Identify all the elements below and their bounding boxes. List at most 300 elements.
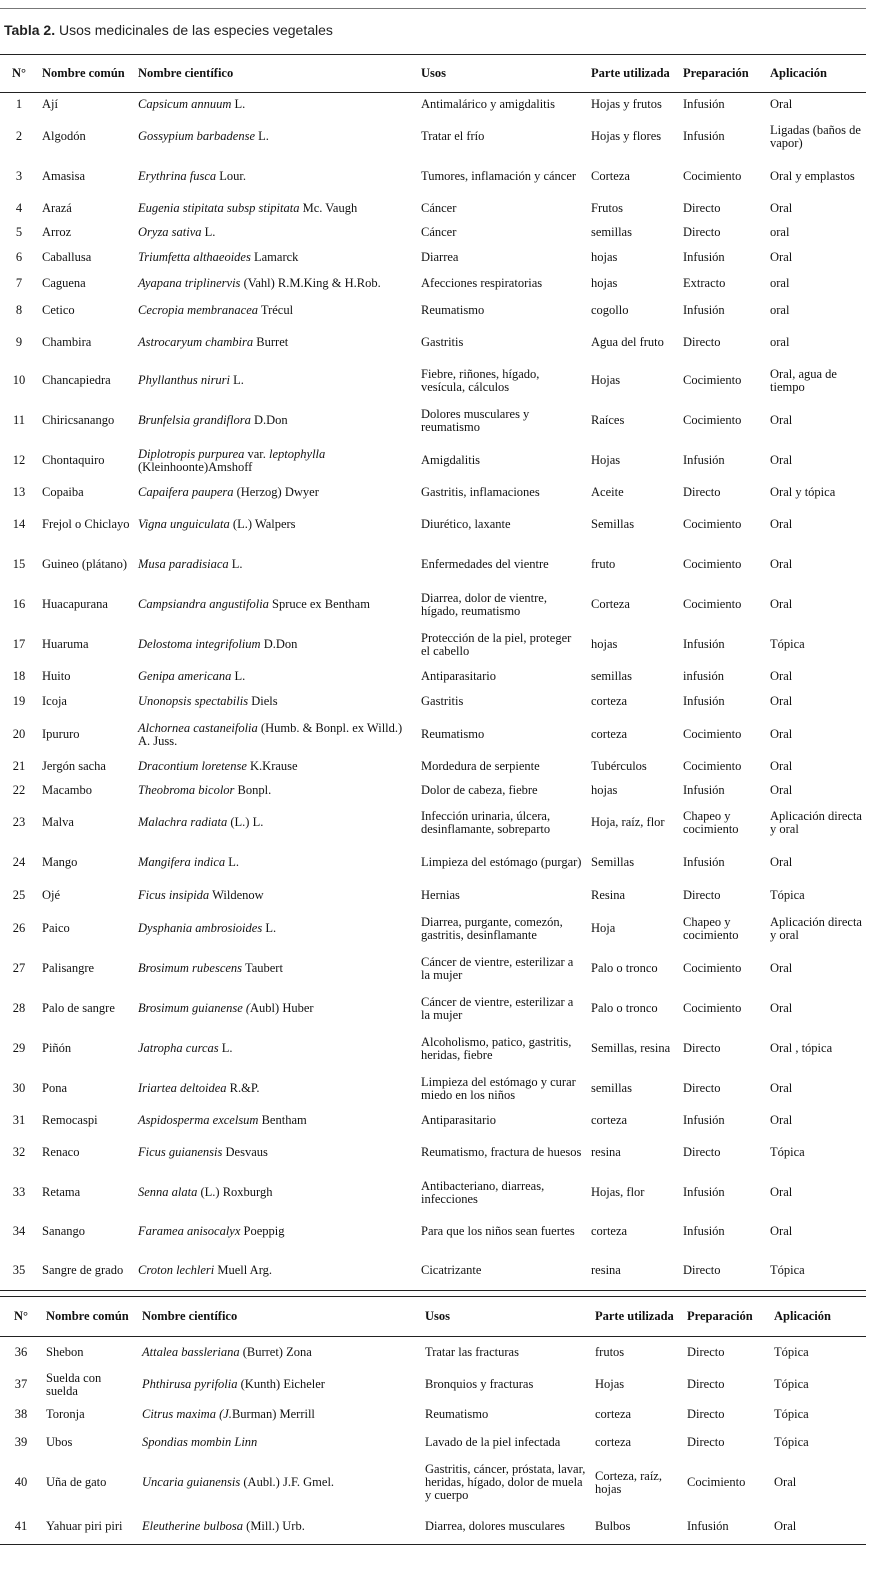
uses: Diurético, laxante [421, 517, 511, 531]
application: Oral [770, 201, 793, 215]
uses: Bronquios y fracturas [425, 1377, 534, 1391]
part-used: Hojas, flor [591, 1185, 645, 1199]
row-number: 5 [15, 225, 23, 239]
top-rule [0, 8, 866, 9]
header-application: Aplicación [770, 66, 827, 80]
scientific-name [134, 1109, 417, 1133]
uses: Diarrea, dolor de vientre, hígado, reumatismo [421, 590, 547, 618]
row-number: 4 [15, 201, 23, 215]
common-name: Ojé [42, 888, 61, 902]
common-name: Jergón sacha [42, 759, 106, 773]
preparation: Infusión [683, 694, 725, 708]
row-number: 32 [12, 1145, 26, 1159]
part-used: Corteza, raíz, hojas [595, 1468, 662, 1496]
preparation: Directo [683, 1145, 721, 1159]
header-application: Aplicación [774, 1309, 831, 1323]
scientific-name [134, 585, 417, 625]
uses: Infección urinaria, úlcera, desinflamante, sobreparto [421, 808, 551, 836]
common-name: Palisangre [42, 961, 95, 975]
table-row [0, 1029, 866, 1069]
header-uses: Usos [421, 66, 447, 80]
application: Oral [770, 1113, 793, 1127]
scientific-name-author: Wildenow [209, 888, 264, 902]
scientific-name-author: D.Don [250, 413, 288, 427]
scientific-name-italic: Theobroma bicolor [138, 783, 235, 797]
preparation: Chapeo y cocimiento [683, 914, 739, 942]
common-name: Huaruma [42, 637, 89, 651]
part-used: corteza [591, 694, 628, 708]
preparation: Infusión [683, 1185, 725, 1199]
table-row [0, 883, 866, 909]
application: Oral [770, 1081, 793, 1095]
species-table-part-1 [0, 54, 866, 1291]
scientific-name-author: Desvaus [222, 1145, 268, 1159]
uses: Tumores, inflamación y cáncer [421, 169, 577, 183]
scientific-name [134, 625, 417, 665]
common-name: Toronja [46, 1407, 85, 1421]
preparation: Infusión [683, 303, 725, 317]
uses: Tratar el frío [421, 129, 485, 143]
scientific-name-author: Bentham [258, 1113, 307, 1127]
header-preparation: Preparación [683, 66, 749, 80]
application: Oral [770, 517, 793, 531]
table-row [0, 361, 866, 401]
scientific-name-italic: Aspidosperma excelsum [138, 1113, 259, 1127]
uses: Antimalárico y amigdalitis [421, 97, 555, 112]
uses: Cáncer de vientre, esterilizar a la mujer [421, 994, 574, 1022]
part-used: Bulbos [595, 1518, 631, 1533]
row-number: 37 [14, 1377, 28, 1391]
scientific-name [134, 117, 417, 157]
table-row [0, 93, 866, 117]
common-name: Cetico [42, 303, 75, 317]
common-name: Palo de sangre [42, 1001, 115, 1015]
scientific-name-author: Muell Arg. [214, 1262, 273, 1277]
application: Oral [770, 669, 793, 683]
part-used: Corteza [591, 597, 630, 611]
scientific-name [134, 271, 417, 297]
scientific-name-author-2: (Kleinhoonte)Amshoff [138, 459, 253, 474]
row-number: 36 [14, 1345, 28, 1360]
application: Tópica [774, 1377, 809, 1391]
scientific-name-italic: Delostoma integrifolium [138, 637, 261, 651]
preparation: Cocimiento [683, 1001, 742, 1015]
scientific-name-italic: Phthirusa pyrifolia [142, 1377, 238, 1391]
part-used: corteza [591, 1224, 628, 1238]
scientific-name-author: (Mill.) Urb. [243, 1518, 305, 1533]
scientific-name-author: L. [230, 373, 244, 387]
scientific-name-italic: Jatropha curcas [138, 1041, 219, 1055]
application: Oral y tópica [770, 485, 836, 499]
uses: Gastritis, cáncer, próstata, lavar, heridas, hígado, dolor de muela y cuerpo [425, 1462, 586, 1502]
header-preparation: Preparación [687, 1309, 753, 1323]
row-number: 12 [12, 453, 26, 467]
scientific-name-author: Mc. Vaugh [299, 201, 358, 215]
preparation: Extracto [683, 276, 726, 290]
row-number: 9 [15, 335, 23, 349]
application: Tópica [770, 637, 805, 651]
table-row [0, 1369, 866, 1401]
application: Oral [770, 855, 793, 869]
scientific-name-italic: Vigna unguiculata [138, 517, 230, 531]
header-num: N° [11, 66, 27, 80]
uses: Gastritis [421, 335, 464, 349]
scientific-name [134, 1069, 417, 1109]
common-name: Chambira [42, 335, 92, 349]
preparation: Directo [683, 335, 721, 349]
table-row [0, 715, 866, 755]
table-row [0, 117, 866, 157]
preparation: Cocimiento [683, 961, 742, 975]
scientific-name-italic: Capaifera paupera [138, 485, 234, 499]
table-row [0, 197, 866, 221]
row-number: 38 [14, 1407, 28, 1421]
table-row [0, 1509, 866, 1545]
application: Oral [770, 759, 793, 773]
preparation: Infusión [683, 783, 725, 797]
table-row [0, 245, 866, 271]
row-number: 39 [14, 1435, 28, 1449]
row-number: 8 [15, 303, 23, 317]
preparation: Directo [683, 1081, 721, 1095]
table-row [0, 1173, 866, 1213]
uses: Limpieza del estómago y curar miedo en los niños [421, 1074, 576, 1102]
application: oral [770, 225, 790, 239]
uses: Enfermedades del vientre [421, 557, 549, 571]
scientific-name-italic-2: leptophylla [269, 446, 326, 461]
table-row [0, 665, 866, 689]
table-row [0, 949, 866, 989]
common-name: Icoja [42, 694, 67, 708]
part-used: Semillas, resina [591, 1041, 671, 1055]
scientific-name-italic: Dracontium loretense [138, 759, 247, 773]
table-row [0, 401, 866, 441]
scientific-name-italic: Ayapana triplinervis [138, 276, 241, 290]
scientific-name-italic: Dysphania ambrosioides [138, 921, 263, 935]
common-name: Amasisa [42, 169, 86, 183]
part-used: fruto [591, 557, 616, 571]
part-used: resina [591, 1145, 621, 1159]
scientific-name-italic: Brosimum guianense ( [138, 1001, 251, 1015]
common-name: Malva [42, 815, 74, 829]
application: Oral [770, 783, 793, 797]
uses: Diarrea, dolores musculares [425, 1518, 565, 1533]
row-number: 33 [12, 1185, 26, 1199]
scientific-name-italic: Unonopsis spectabilis [138, 694, 249, 708]
scientific-name [138, 1509, 421, 1545]
row-number: 35 [12, 1262, 26, 1277]
uses: Fiebre, riñones, hígado, vesícula, cálculos [421, 366, 540, 394]
part-used: corteza [591, 1113, 628, 1127]
scientific-name-author: R.&P. [226, 1081, 260, 1095]
table-row [0, 989, 866, 1029]
part-used: corteza [591, 727, 628, 741]
preparation: Cocimiento [683, 557, 742, 571]
part-used: Hoja [591, 921, 616, 935]
scientific-name-author: D.Don [260, 637, 298, 651]
uses: Antiparasitario [421, 669, 496, 683]
scientific-name [134, 1173, 417, 1213]
application: Oral [770, 250, 793, 264]
header-uses: Usos [425, 1309, 451, 1323]
uses: Cáncer [421, 225, 457, 239]
scientific-name-italic: Eleutherine bulbosa [142, 1518, 244, 1533]
scientific-name-italic: Mangifera indica [138, 855, 226, 869]
row-number: 22 [12, 783, 26, 797]
preparation: infusión [683, 669, 724, 683]
scientific-name-italic: Gossypium barbadense [138, 129, 256, 143]
uses: Diarrea, purgante, comezón, gastritis, desinflamante [421, 914, 563, 942]
preparation: Infusión [683, 1224, 725, 1238]
scientific-name-author: Aubl) Huber [250, 1001, 314, 1015]
scientific-name [134, 157, 417, 197]
row-number: 31 [12, 1113, 26, 1127]
uses: Reumatismo [421, 727, 485, 741]
scientific-name [134, 665, 417, 689]
scientific-name-author: Burret [253, 335, 289, 349]
caption-label: Tabla 2. [4, 22, 56, 38]
table-row [0, 585, 866, 625]
preparation: Infusión [683, 1113, 725, 1127]
table-row [0, 1429, 866, 1457]
scientific-name [134, 325, 417, 361]
table-row [0, 157, 866, 197]
common-name: Ají [42, 97, 58, 112]
common-name: Uña de gato [46, 1475, 107, 1489]
common-name: Guineo (plátano) [42, 557, 128, 571]
scientific-name [134, 221, 417, 245]
common-name: Chancapiedra [42, 373, 111, 387]
header-common-name: Nombre común [42, 66, 125, 80]
scientific-name-author: (Herzog) Dwyer [233, 485, 319, 499]
application: Oral [770, 413, 793, 427]
row-number: 16 [12, 597, 26, 611]
common-name: Renaco [42, 1145, 80, 1159]
header-row [0, 1297, 866, 1337]
common-name: Suelda con suelda [46, 1370, 102, 1398]
common-name: Paico [42, 921, 70, 935]
part-used: Hojas [595, 1377, 625, 1391]
application: Aplicación directa y oral [770, 914, 862, 942]
scientific-name-italic: Oryza sativa [138, 225, 202, 239]
row-number: 11 [12, 413, 26, 427]
scientific-name-italic: Astrocaryum chambira [138, 335, 254, 349]
scientific-name-italic: Uncaria guianensis [142, 1475, 241, 1489]
preparation: Directo [683, 225, 721, 239]
table-row [0, 1251, 866, 1291]
preparation: Infusión [683, 129, 725, 143]
scientific-name-author: L. [262, 921, 277, 935]
application: Oral [770, 453, 793, 467]
scientific-name [134, 949, 417, 989]
preparation: Directo [687, 1377, 725, 1391]
table-row [0, 221, 866, 245]
preparation: Cocimiento [683, 727, 742, 741]
uses: Mordedura de serpiente [421, 759, 540, 773]
header-scientific-name: Nombre científico [142, 1309, 238, 1323]
uses: Lavado de la piel infectada [425, 1435, 561, 1449]
row-number: 13 [12, 485, 26, 499]
table-row [0, 1401, 866, 1429]
scientific-name-author: (Burret) Zona [239, 1345, 312, 1360]
application: Oral [774, 1475, 797, 1489]
preparation: Infusión [683, 453, 725, 467]
part-used: resina [591, 1262, 621, 1277]
uses: Antiparasitario [421, 1113, 496, 1127]
scientific-name [134, 545, 417, 585]
table-row [0, 481, 866, 505]
scientific-name-italic: Capsicum annuum [138, 97, 232, 112]
table-row [0, 325, 866, 361]
common-name: Pona [42, 1081, 67, 1095]
scientific-name-italic: Spondias mombin Linn [142, 1435, 258, 1449]
scientific-name-italic: Erythrina fusca [138, 169, 217, 183]
uses: Protección de la piel, proteger el cabello [421, 630, 572, 658]
common-name: Frejol o Chiclayo [42, 517, 130, 531]
scientific-name-author: L. [231, 97, 246, 112]
common-name: Yahuar piri piri [46, 1518, 123, 1533]
row-number: 18 [12, 669, 26, 683]
scientific-name [134, 197, 417, 221]
scientific-name [134, 481, 417, 505]
part-used: semillas [591, 225, 632, 239]
scientific-name-italic: Brosimum rubescens [138, 961, 243, 975]
scientific-name-italic: Cecropia membranacea [138, 303, 258, 317]
scientific-name-italic: Musa paradisiaca [138, 557, 229, 571]
part-used: Hojas y flores [591, 129, 662, 143]
preparation: Cocimiento [687, 1475, 746, 1489]
part-used: hojas [591, 250, 618, 264]
application: Oral [770, 694, 793, 708]
row-number: 30 [12, 1081, 26, 1095]
table-row [0, 271, 866, 297]
table-row [0, 545, 866, 585]
application: oral [770, 276, 790, 290]
header-common-name: Nombre común [46, 1309, 129, 1323]
uses: Gastritis [421, 694, 464, 708]
application: Oral [770, 1185, 793, 1199]
common-name: Sangre de grado [42, 1262, 124, 1277]
scientific-name [134, 989, 417, 1029]
uses: Cáncer [421, 201, 457, 215]
preparation: Cocimiento [683, 169, 742, 183]
part-used: Palo o tronco [591, 961, 658, 975]
scientific-name-italic: Diplotropis purpurea [138, 446, 245, 461]
scientific-name-author: Taubert [242, 961, 283, 975]
row-number: 3 [15, 169, 23, 183]
application: Aplicación directa y oral [770, 808, 862, 836]
preparation: Infusión [687, 1518, 729, 1533]
header-part-used: Parte utilizada [595, 1309, 674, 1323]
preparation: Directo [687, 1407, 725, 1421]
uses: Gastritis, inflamaciones [421, 485, 540, 499]
uses: Diarrea [421, 250, 459, 264]
table-row [0, 297, 866, 325]
scientific-name-italic: Campsiandra angustifolia [138, 597, 269, 611]
scientific-name [134, 1251, 417, 1291]
scientific-name [134, 1029, 417, 1069]
scientific-name [138, 1457, 421, 1509]
part-used: hojas [591, 637, 618, 651]
part-used: Resina [591, 888, 626, 902]
scientific-name-italic: Phyllanthus niruri [138, 373, 231, 387]
uses: Dolores musculares y reumatismo [421, 406, 530, 434]
application: Oral, agua de tiempo [770, 366, 837, 394]
scientific-name-italic: Ficus guianensis [138, 1145, 223, 1159]
common-name: Chiricsanango [42, 413, 115, 427]
preparation: Directo [683, 1041, 721, 1055]
uses: Hernias [421, 888, 460, 902]
application: Oral [774, 1518, 797, 1533]
scientific-name [138, 1401, 421, 1429]
part-used: Frutos [591, 201, 623, 215]
scientific-name [138, 1337, 421, 1369]
uses: Dolor de cabeza, fiebre [421, 783, 538, 797]
table-row [0, 909, 866, 949]
scientific-name-italic: Triumfetta althaeoides [138, 250, 251, 264]
application: Tópica [770, 1145, 805, 1159]
application: Oral [770, 557, 793, 571]
common-name: Sanango [42, 1224, 86, 1238]
scientific-name-italic: Attalea bassleriana [142, 1345, 240, 1360]
table-row [0, 779, 866, 803]
scientific-name-author: (L.) L. [227, 815, 264, 829]
application: Oral [770, 961, 793, 975]
scientific-name-author: L. [231, 669, 246, 683]
header-part-used: Parte utilizada [591, 66, 670, 80]
application: Oral y emplastos [770, 169, 855, 183]
row-number: 27 [12, 961, 26, 975]
scientific-name-italic: Brunfelsia grandiflora [138, 413, 251, 427]
scientific-name [134, 779, 417, 803]
scientific-name-author: Lour. [216, 169, 246, 183]
table-row [0, 803, 866, 843]
preparation: Cocimiento [683, 517, 742, 531]
scientific-name-author: (L.) Walpers [229, 517, 296, 531]
part-used: corteza [595, 1435, 632, 1449]
preparation: Infusión [683, 250, 725, 264]
part-used: Hojas y frutos [591, 97, 662, 112]
scientific-name [134, 297, 417, 325]
row-number: 29 [12, 1041, 26, 1055]
application: Tópica [770, 1262, 805, 1277]
common-name: Caballusa [42, 250, 92, 264]
preparation: Infusión [683, 855, 725, 869]
scientific-name-author: Bonpl. [234, 783, 272, 797]
part-used: corteza [595, 1407, 632, 1421]
scientific-name [134, 441, 417, 481]
scientific-name-author: Diels [248, 694, 278, 708]
scientific-name-italic: Senna alata [138, 1185, 198, 1199]
caption-text: Usos medicinales de las especies vegetales [55, 22, 333, 38]
scientific-name-author: (Aubl.) J.F. Gmel. [240, 1475, 335, 1489]
row-number: 25 [12, 888, 26, 902]
preparation: Directo [683, 888, 721, 902]
row-number: 28 [12, 1001, 26, 1015]
scientific-name-italic: Alchornea castaneifolia [138, 720, 258, 735]
scientific-name [134, 843, 417, 883]
scientific-name [134, 361, 417, 401]
table-caption [4, 22, 333, 38]
uses: Limpieza del estómago (purgar) [421, 855, 582, 869]
scientific-name [134, 401, 417, 441]
scientific-name [138, 1429, 421, 1457]
scientific-name-author: (Kunth) Eicheler [237, 1377, 325, 1391]
uses: Reumatismo, fractura de huesos [421, 1145, 582, 1159]
application: Oral [770, 727, 793, 741]
part-used: Hojas [591, 373, 621, 387]
part-used: Hoja, raíz, flor [591, 815, 665, 829]
